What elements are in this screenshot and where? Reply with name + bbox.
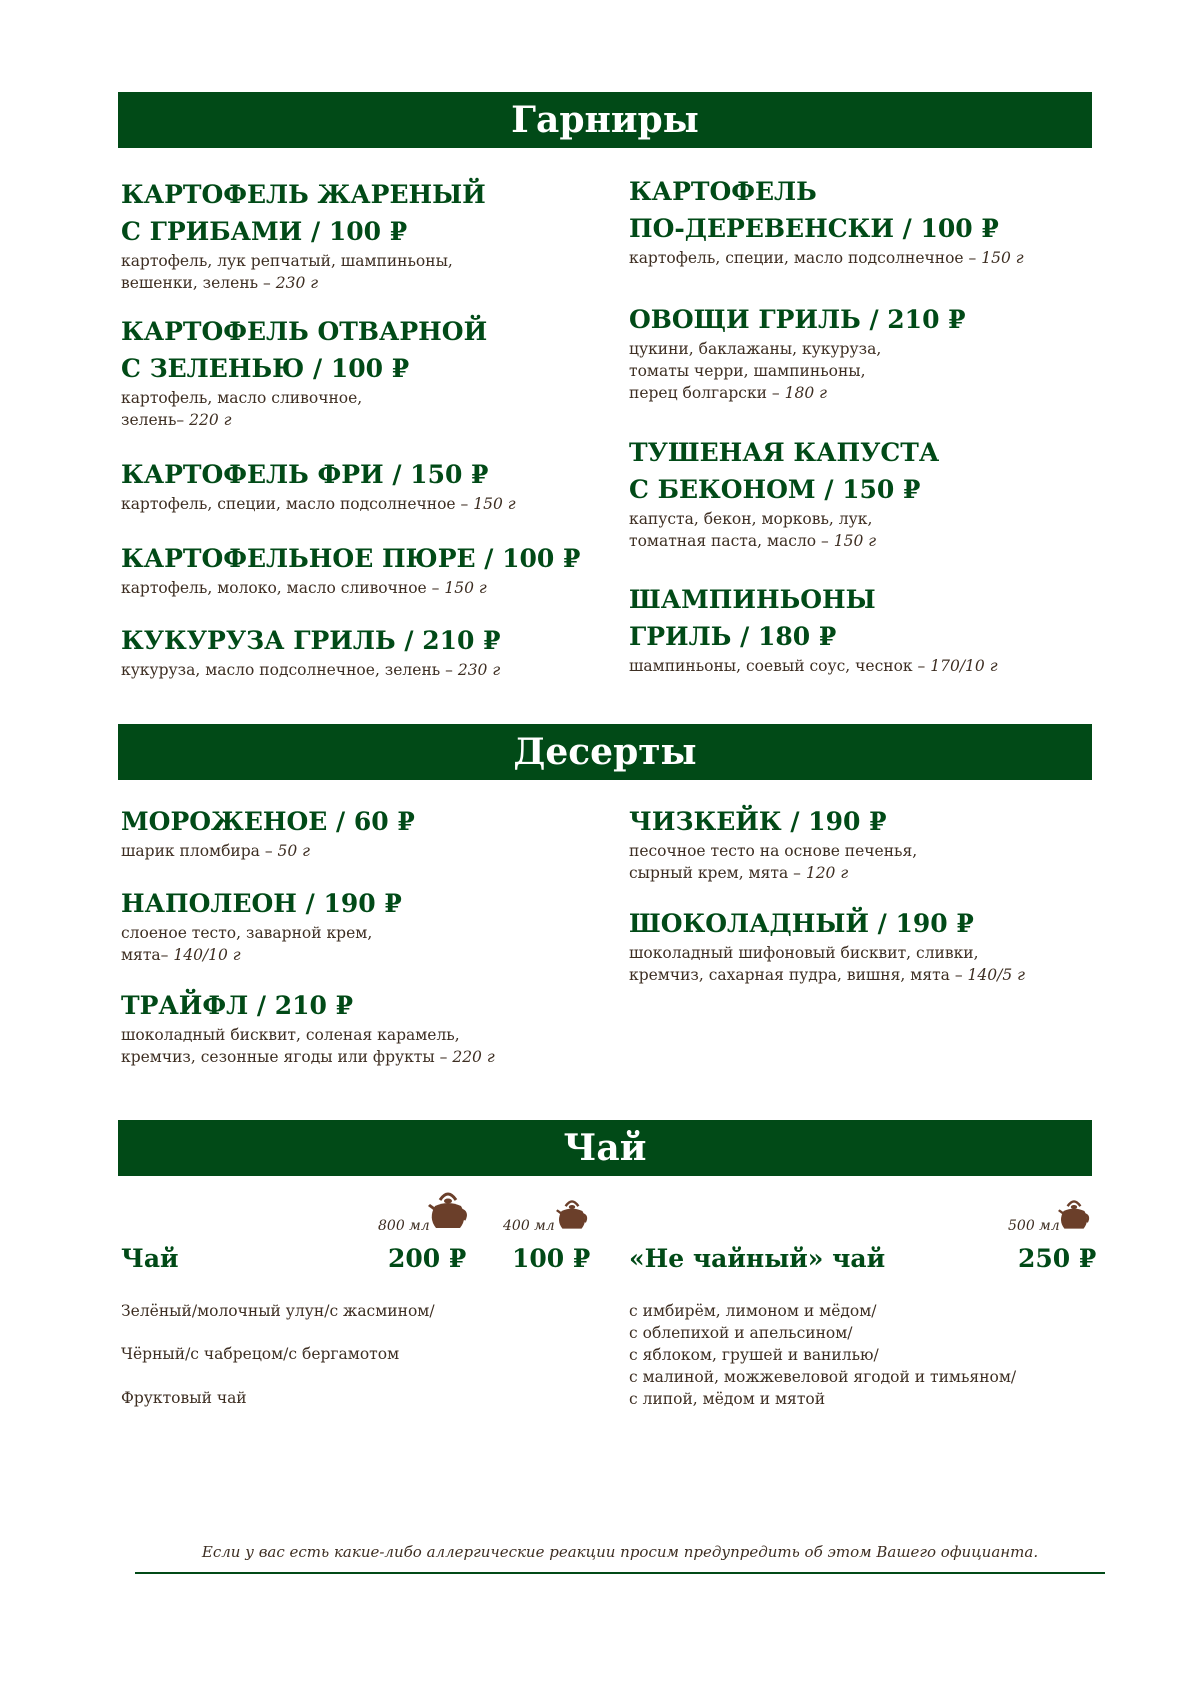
tea-variant: Зелёный/молочный улун/с жасмином/: [121, 1302, 435, 1320]
section-banner-desserts: [118, 724, 1092, 780]
tea-variant: с облепихой и апельсином/: [629, 1324, 853, 1342]
item-description: картофель, специи, масло подсолнечное – 150 г: [121, 495, 516, 513]
item-description: картофель, лук репчатый, шампиньоны, вешенки, зелень – 230 г: [121, 252, 453, 292]
item-weight: 220 г: [452, 1048, 495, 1066]
tea-variant-list: [629, 1300, 1016, 1410]
teapot-icon: [1058, 1196, 1090, 1234]
item-weight: 150 г: [473, 495, 516, 513]
footer-rule: [135, 1572, 1105, 1574]
item-description: шоколадный бисквит, соленая карамель, кремчиз, сезонные ягоды или фрукты – 220 г: [121, 1026, 495, 1066]
item-name-price: С ГРИБАМИ / 100 ₽: [121, 217, 408, 246]
item-name: КАРТОФЕЛЬ ЖАРЕНЫЙ: [121, 180, 486, 209]
tea-price-800: 200 ₽: [388, 1244, 467, 1273]
tea-price-500: 250 ₽: [1018, 1244, 1097, 1273]
tea-variant: с малиной, можжевеловой ягодой и тимьяном/: [629, 1368, 1017, 1386]
menu-item: [121, 456, 601, 515]
volume-label: 800 мл: [378, 1218, 430, 1234]
menu-item: [629, 434, 1109, 552]
section-title: Гарниры: [511, 99, 699, 141]
tea-variant: с липой, мёдом и мятой: [629, 1390, 826, 1408]
volume-label: 500 мл: [1008, 1218, 1060, 1234]
tea-variant: с имбирём, лимоном и мёдом/: [629, 1302, 877, 1320]
item-description: картофель, специи, масло подсолнечное – 150 г: [629, 249, 1024, 267]
item-description: песочное тесто на основе печенья, сырный крем, мята – 120 г: [629, 842, 918, 882]
item-name: ТУШЕНАЯ КАПУСТА: [629, 438, 940, 467]
menu-item: [121, 540, 601, 599]
menu-item: [629, 803, 1109, 884]
item-weight: 180 г: [784, 384, 827, 402]
item-weight: 230 г: [457, 661, 501, 679]
item-weight: 150 г: [981, 249, 1024, 267]
teapot-icon: [428, 1188, 468, 1234]
item-description: шоколадный шифоновый бисквит, сливки, кремчиз, сахарная пудра, вишня, мята – 140/5 г: [629, 944, 1025, 984]
item-name-price: ОВОЩИ ГРИЛЬ / 210 ₽: [629, 305, 966, 334]
tea-variant: с яблоком, грушей и ванилью/: [629, 1346, 879, 1364]
item-description: шарик пломбира – 50 г: [121, 842, 311, 860]
item-description: картофель, масло сливочное, зелень– 220 г: [121, 389, 363, 429]
item-weight: 150 г: [833, 532, 877, 550]
section-title: Чай: [563, 1127, 647, 1169]
item-description: слоеное тесто, заварной крем, мята– 140/10 г: [121, 924, 373, 964]
item-description: шампиньоны, соевый соус, чеснок – 170/10 г: [629, 657, 998, 675]
item-name: КАРТОФЕЛЬ: [629, 177, 817, 206]
item-description: кукуруза, масло подсолнечное, зелень – 230 г: [121, 661, 501, 679]
teapot-icon: [556, 1196, 588, 1234]
tea-variant: Чёрный/с чабрецом/с бергамотом: [121, 1345, 400, 1363]
menu-item: [121, 885, 601, 966]
tea-name-not-tea: «Не чайный» чай: [629, 1244, 886, 1273]
item-weight: 230 г: [275, 274, 319, 292]
item-weight: 140/5 г: [967, 966, 1025, 984]
menu-item: [121, 803, 601, 862]
item-name: КАРТОФЕЛЬ ОТВАРНОЙ: [121, 317, 488, 346]
item-name-price: ГРИЛЬ / 180 ₽: [629, 622, 837, 651]
item-name-price: КУКУРУЗА ГРИЛЬ / 210 ₽: [121, 626, 501, 655]
item-name-price: КАРТОФЕЛЬ ФРИ / 150 ₽: [121, 460, 489, 489]
menu-item: [121, 622, 601, 681]
menu-item: [629, 905, 1109, 986]
menu-item: [121, 176, 601, 294]
item-name-price: КАРТОФЕЛЬНОЕ ПЮРЕ / 100 ₽: [121, 544, 581, 573]
section-banner-tea: [118, 1120, 1092, 1176]
item-weight: 150 г: [444, 579, 487, 597]
menu-item: [629, 301, 1109, 404]
volume-label: 400 мл: [503, 1218, 555, 1234]
tea-price-400: 100 ₽: [512, 1244, 591, 1273]
menu-item: [121, 313, 601, 431]
menu-item: [629, 173, 1109, 269]
item-name: ШАМПИНЬОНЫ: [629, 585, 876, 614]
tea-variant: Фруктовый чай: [121, 1389, 247, 1407]
item-description: цукини, баклажаны, кукуруза, томаты черри, шампиньоны, перец болгарски – 180 г: [629, 340, 882, 402]
item-name-price: ТРАЙФЛ / 210 ₽: [121, 991, 354, 1020]
item-weight: 50 г: [277, 842, 311, 860]
item-name-price: НАПОЛЕОН / 190 ₽: [121, 889, 402, 918]
item-description: картофель, молоко, масло сливочное – 150 г: [121, 579, 487, 597]
item-weight: 170/10 г: [930, 657, 998, 675]
item-name-price: ПО-ДЕРЕВЕНСКИ / 100 ₽: [629, 214, 999, 243]
item-name-price: МОРОЖЕНОЕ / 60 ₽: [121, 807, 415, 836]
item-weight: 120 г: [805, 864, 849, 882]
item-name-price: С ЗЕЛЕНЬЮ / 100 ₽: [121, 354, 410, 383]
menu-item: [629, 581, 1109, 677]
item-name-price: ЧИЗКЕЙК / 190 ₽: [629, 807, 887, 836]
item-name-price: ШОКОЛАДНЫЙ / 190 ₽: [629, 909, 974, 938]
tea-name: Чай: [121, 1244, 179, 1273]
item-weight: 140/10 г: [173, 946, 241, 964]
allergy-note: Если у вас есть какие-либо аллергические реакции просим предупредить об этом Вашего официанта.: [201, 1543, 1039, 1561]
menu-item: [121, 987, 601, 1068]
section-title: Десерты: [513, 731, 697, 773]
section-banner-garnish: [118, 92, 1092, 148]
item-name-price: С БЕКОНОМ / 150 ₽: [629, 475, 921, 504]
item-weight: 220 г: [189, 411, 232, 429]
item-description: капуста, бекон, морковь, лук, томатная паста, масло – 150 г: [629, 510, 877, 550]
